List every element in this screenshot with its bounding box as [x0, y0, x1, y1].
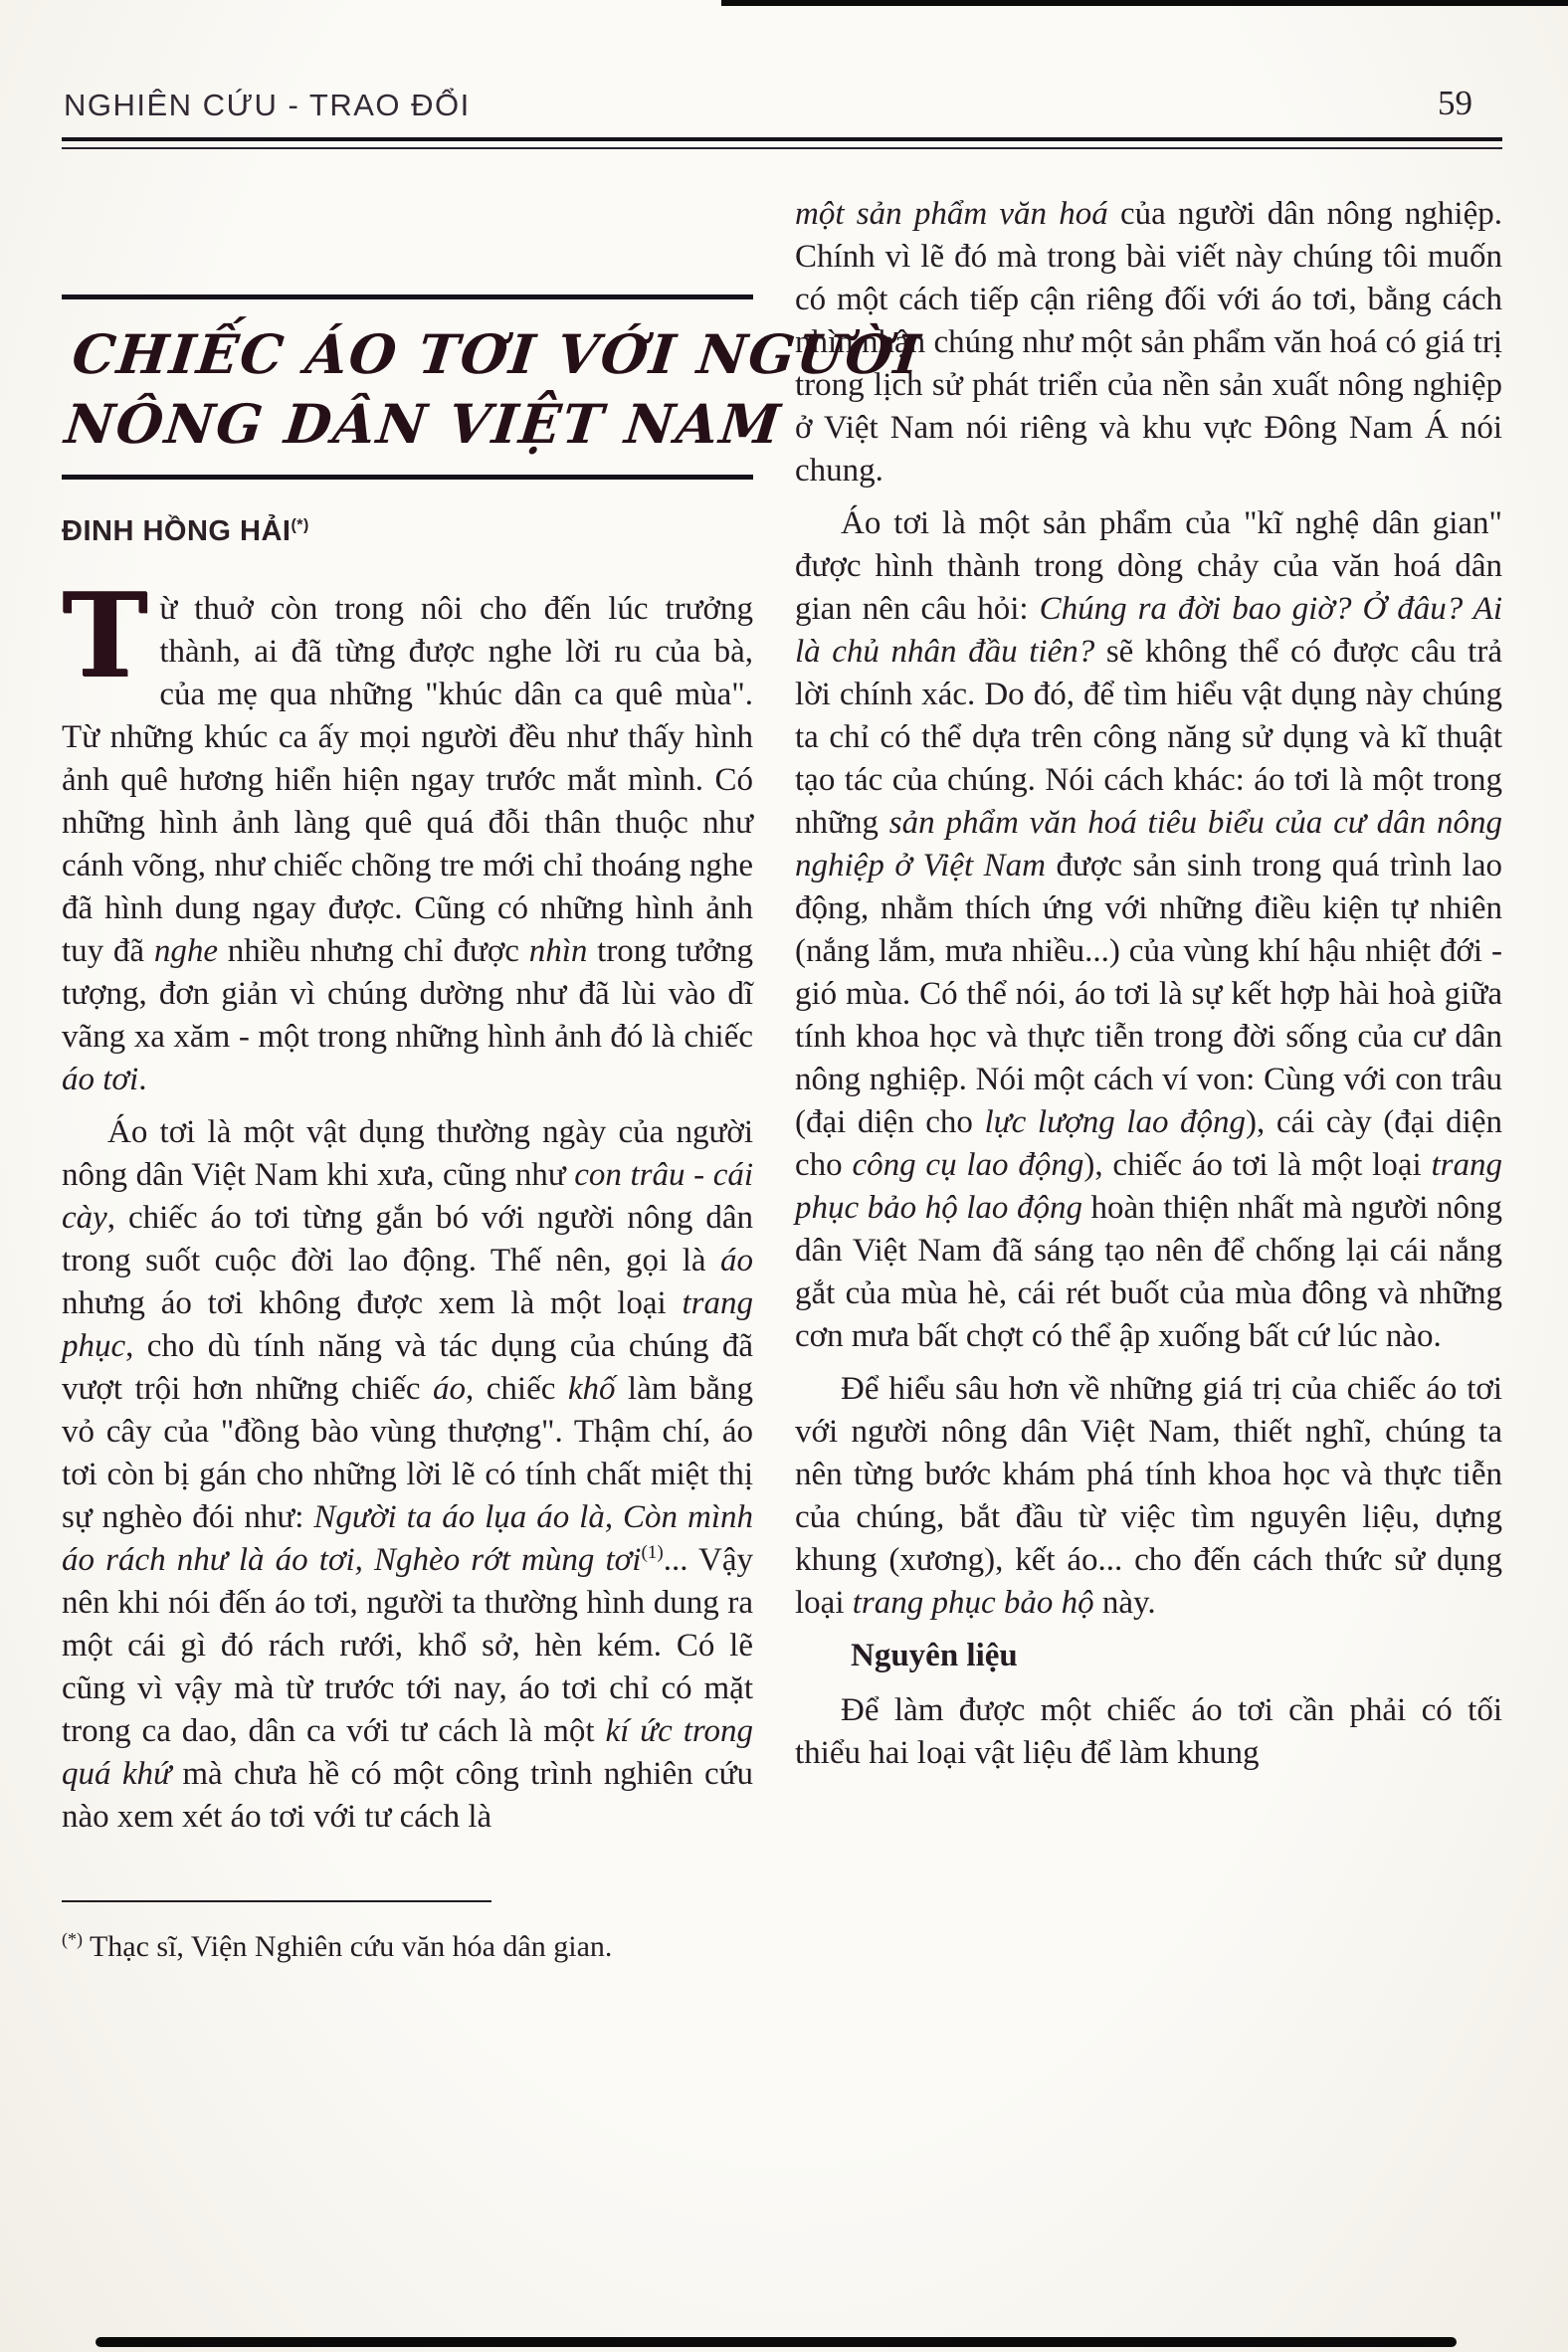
paragraph-text: ừ thuở còn trong nôi cho đến lúc trưởng thành, ai đã từng được nghe lời ru của bà, của mẹ qua những "khúc dân ca quê mùa". Từ những khúc ca ấy mọi người đều như thấy hình ảnh quê hương hiển hiện ngay trước mắt mình. Có những hình ảnh làng quê quá đỗi thân thuộc như cánh võng, như chiếc chõng tre mới chỉ thoáng nghe đã hình dung ngay được. Cũng có những hình ảnh tuy đã nghe nhiều nhưng chỉ được nhìn trong tưởng tượng, đơn giản vì chúng dường như đã lùi vào dĩ vãng xa xăm - một trong những hình ảnh đó là chiếc áo tơi.	[62, 591, 754, 1097]
paragraph: một sản phẩm văn hoá của người dân nông nghiệp. Chính vì lẽ đó mà trong bài viết này chúng tôi muốn có một cách tiếp cận riêng đối với áo tơi, bằng cách nhìn nhận chúng như một sản phẩm văn hoá có giá trị trong lịch sử phát triển của nền sản xuất nông nghiệp ở Việt Nam nói riêng và khu vực Đông Nam Á nói chung.	[795, 196, 1502, 489]
section-label: NGHIÊN CỨU - TRAO ĐỔI	[64, 88, 471, 122]
drop-cap: T	[62, 568, 148, 703]
header-rule	[62, 137, 1502, 149]
article-title-line2: NÔNG DÂN VIỆT NAM	[62, 392, 785, 456]
page-number: 59	[1438, 84, 1472, 122]
two-column-layout	[62, 193, 1502, 1968]
author-note-mark: (*)	[291, 516, 309, 534]
author	[62, 515, 753, 548]
footnote-text: (*) Thạc sĩ, Viện Nghiên cứu văn hóa dân gian.	[62, 1929, 613, 1963]
article-title-line1: CHIẾC ÁO TƠI VỚI NGƯỜI	[69, 322, 925, 386]
paragraph: Áo tơi là một vật dụng thường ngày của người nông dân Việt Nam khi xưa, cũng như con trâu - cái cày, chiếc áo tơi từng gắn bó với người nông dân trong suốt cuộc đời lao động. Thế nên, gọi là áo nhưng áo tơi không được xem là một loại trang phục, cho dù tính năng và tác dụng của chúng đã vượt trội hơn những chiếc áo, chiếc khố làm bằng vỏ cây của "đồng bào vùng thượng". Thậm chí, áo tơi còn bị gán cho những lời lẽ có tính chất miệt thị sự nghèo đói như: Người ta áo lụa áo là, Còn mình áo rách như là áo tơi, Nghèo rớt mùng tơi$^{(1)}$... Vậy nên khi nói đến áo tơi, người ta thường hình dung ra một cái gì đó rách rưới, khổ sở, hèn kém. Có lẽ cũng vì vậy mà từ trước tới nay, áo tơi chỉ có mặt trong ca dao, dân ca với tư cách là một kí ức trong quá khứ mà chưa hề có một công trình nghiên cứu nào xem xét áo tơi với tư cách là	[62, 1114, 754, 1835]
paragraph	[62, 568, 754, 1101]
footnote-mark: (*)	[62, 1929, 83, 1949]
scan-artifact-bottom	[96, 2337, 1457, 2347]
scan-artifact-top	[721, 0, 1568, 6]
paragraph: Áo tơi là một sản phẩm của "kĩ nghệ dân gian" được hình thành trong dòng chảy của văn hoá dân gian nên câu hỏi: Chúng ra đời bao giờ? Ở đâu? Ai là chủ nhân đầu tiên? sẽ không thể có được câu trả lời chính xác. Do đó, để tìm hiểu vật dụng này chúng ta chỉ có thể dựa trên công năng sử dụng và kĩ thuật tạo tác của chúng. Nói cách khác: áo tơi là một trong những sản phẩm văn hoá tiêu biểu của cư dân nông nghiệp ở Việt Nam được sản sinh trong quá trình lao động, nhằm thích ứng với những điều kiện tự nhiên (nắng lắm, mưa nhiều...) của vùng khí hậu nhiệt đới - gió mùa. Có thể nói, áo tơi là sự kết hợp hài hoà giữa tính khoa học và thực tiễn trong đời sống của cư dân nông nghiệp. Nói một cách ví von: Cùng với con trâu (đại diện cho lực lượng lao động), cái cày (đại diện cho công cụ lao động), chiếc áo tơi là một loại trang phục bảo hộ lao động hoàn thiện nhất mà người nông dân Việt Nam đã sáng tạo nên để chống lại cái nắng gắt của mùa hè, cái rét buốt của mùa đông và những cơn mưa bất chợt có thể ập xuống bất cứ lúc nào.	[795, 505, 1503, 1354]
paragraph: Để hiểu sâu hơn về những giá trị của chiếc áo tơi với người nông dân Việt Nam, thiết nghĩ, chúng ta nên từng bước khám phá tính khoa học và thực tiễn của chúng, bắt đầu từ việc tìm nguyên liệu, dựng khung (xương), kết áo... cho đến cách thức sử dụng loại trang phục bảo hộ này.	[795, 1371, 1502, 1621]
footnote	[62, 1900, 753, 1968]
footnote-rule	[62, 1900, 491, 1902]
running-head	[62, 84, 1502, 149]
article-title	[62, 319, 925, 459]
paragraph: Để làm được một chiếc áo tơi cần phải có tối thiểu hai loại vật liệu để làm khung	[795, 1692, 1502, 1771]
section-heading: Nguyên liệu	[851, 1638, 1018, 1673]
author-name: ĐINH HỒNG HẢI	[62, 515, 292, 547]
left-column	[62, 193, 925, 1968]
right-column	[795, 193, 1502, 1968]
title-rule-top	[62, 294, 753, 299]
title-rule-bottom	[62, 475, 753, 480]
